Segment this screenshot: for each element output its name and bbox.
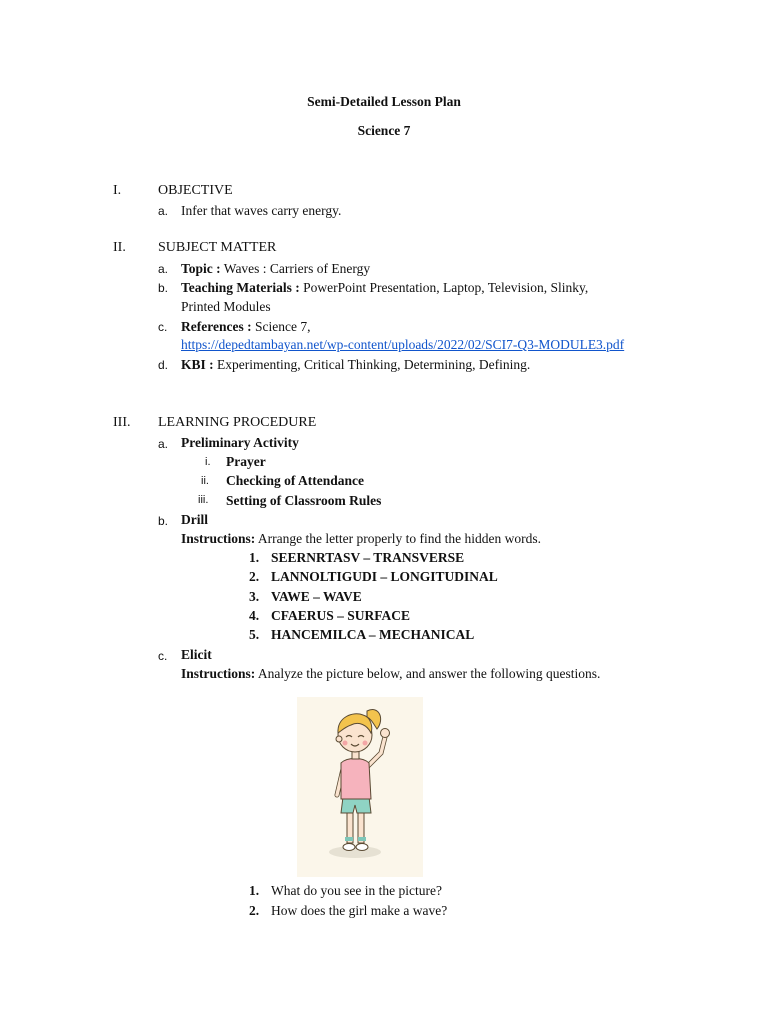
list-marker: a. — [158, 262, 169, 276]
drill-marker: 3. — [249, 589, 260, 604]
materials-text-cont: Printed Modules — [181, 299, 271, 314]
topic-text: Waves : Carriers of Energy — [223, 261, 371, 276]
girl-waving-illustration — [297, 697, 423, 877]
topic-line — [181, 261, 370, 277]
section-numeral: II. — [113, 240, 126, 255]
list-marker: b. — [158, 281, 169, 295]
kbi-line — [181, 357, 530, 373]
list-marker: a. — [158, 437, 169, 451]
materials-text: PowerPoint Presentation, Laptop, Television, Slinky, — [303, 280, 589, 295]
drill-instructions — [181, 531, 541, 547]
list-marker: i. — [205, 456, 211, 468]
materials-label: Teaching Materials : — [181, 280, 300, 295]
references-text: Science 7, — [254, 319, 311, 334]
drill-marker: 5. — [249, 627, 260, 642]
drill-item: SEERNRTASV – TRANSVERSE — [271, 550, 465, 565]
question-item: What do you see in the picture? — [271, 883, 442, 898]
drill-item: CFAERUS – SURFACE — [271, 608, 411, 623]
list-marker: c. — [158, 649, 168, 663]
list-marker: b. — [158, 514, 169, 528]
document-subtitle: Science 7 — [357, 123, 411, 138]
elicit-instructions-text: Analyze the picture below, and answer the following questions. — [257, 666, 601, 681]
kbi-text: Experimenting, Critical Thinking, Determining, Defining. — [217, 357, 531, 372]
drill-marker: 1. — [249, 550, 260, 565]
question-marker: 1. — [249, 883, 260, 898]
preliminary-label: Preliminary Activity — [181, 435, 299, 450]
elicit-label: Elicit — [181, 647, 212, 662]
drill-item: VAWE – WAVE — [271, 589, 362, 604]
list-marker: iii. — [198, 494, 209, 506]
references-label: References : — [181, 319, 252, 334]
drill-instructions-text: Arrange the letter properly to find the hidden words. — [257, 531, 541, 546]
preliminary-item: Setting of Classroom Rules — [226, 493, 382, 508]
elicit-instructions — [181, 666, 600, 682]
document-title: Semi-Detailed Lesson Plan — [307, 94, 461, 109]
preliminary-item: Prayer — [226, 454, 266, 469]
topic-label: Topic : — [181, 261, 221, 276]
kbi-label: KBI : — [181, 357, 214, 372]
objective-item: Infer that waves carry energy. — [181, 203, 342, 218]
section-heading-learning-procedure: LEARNING PROCEDURE — [158, 415, 317, 430]
list-marker: ii. — [201, 475, 209, 487]
drill-marker: 4. — [249, 608, 260, 623]
list-marker: d. — [158, 358, 169, 372]
drill-item: LANNOLTIGUDI – LONGITUDINAL — [271, 569, 498, 584]
list-marker: c. — [158, 320, 168, 334]
section-numeral: III. — [113, 415, 131, 430]
materials-line — [181, 280, 588, 296]
section-heading-subject-matter: SUBJECT MATTER — [158, 240, 277, 255]
drill-marker: 2. — [249, 569, 260, 584]
girl-waving-icon — [297, 697, 423, 877]
section-heading-objective: OBJECTIVE — [158, 183, 233, 198]
question-item: How does the girl make a wave? — [271, 903, 448, 918]
question-marker: 2. — [249, 903, 260, 918]
preliminary-item: Checking of Attendance — [226, 473, 364, 488]
drill-item: HANCEMILCA – MECHANICAL — [271, 627, 475, 642]
section-numeral: I. — [113, 183, 122, 198]
drill-label: Drill — [181, 512, 208, 527]
references-link[interactable]: https://depedtambayan.net/wp-content/uploads/2022/02/SCI7-Q3-MODULE3.pdf — [181, 337, 625, 352]
references-line — [181, 319, 310, 335]
elicit-instructions-label: Instructions: — [181, 666, 256, 681]
list-marker: a. — [158, 204, 169, 218]
drill-instructions-label: Instructions: — [181, 531, 256, 546]
